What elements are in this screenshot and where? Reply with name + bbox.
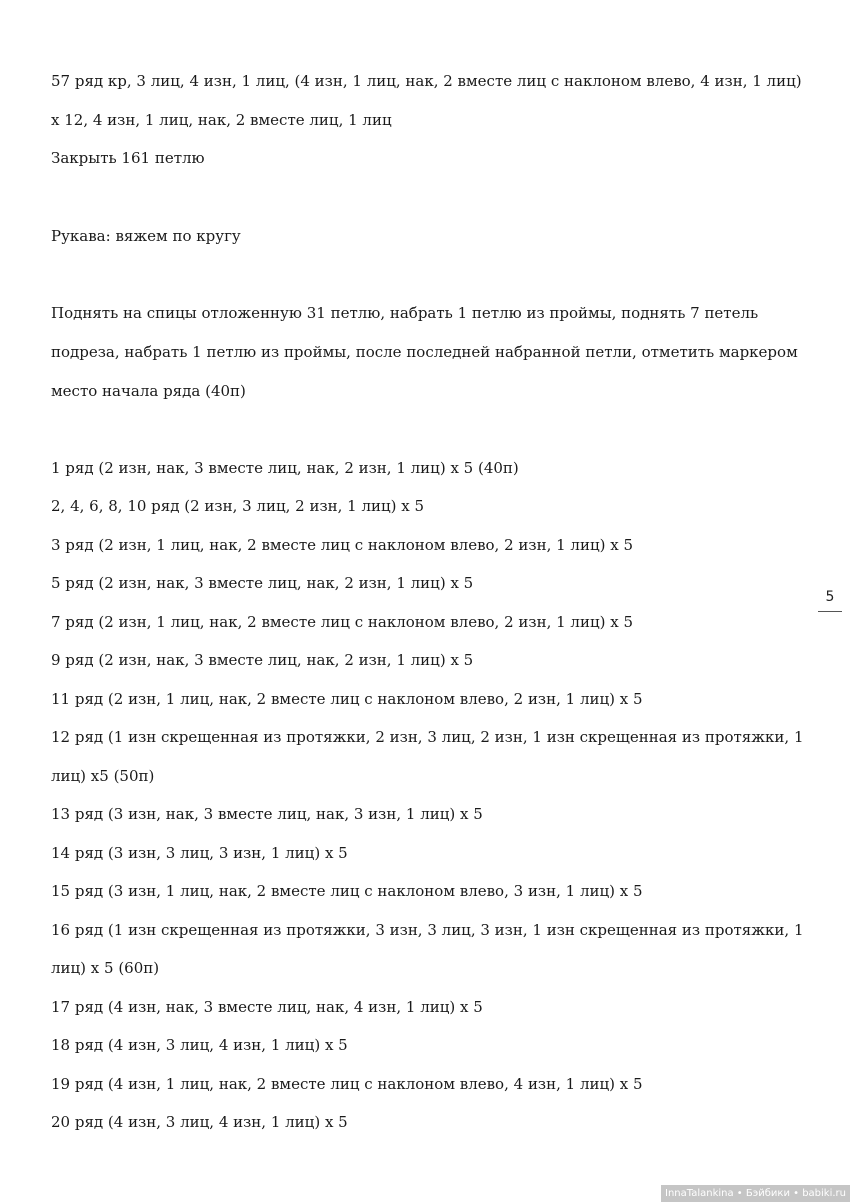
text-line: 19 ряд (4 изн, 1 лиц, нак, 2 вместе лиц с наклоном влево, 4 изн, 1 лиц) х 5: [51, 1075, 643, 1093]
text-line: 13 ряд (3 изн, нак, 3 вместе лиц, нак, 3 изн, 1 лиц) х 5: [51, 805, 483, 823]
text-line: 20 ряд (4 изн, 3 лиц, 4 изн, 1 лиц) х 5: [51, 1113, 348, 1131]
text-line: 16 ряд (1 изн скрещенная из протяжки, 3 изн, 3 лиц, 3 изн, 1 изн скрещенная из протяжки, 1: [51, 921, 804, 939]
text-line: 57 ряд кр, 3 лиц, 4 изн, 1 лиц, (4 изн, 1 лиц, нак, 2 вместе лиц с наклоном влево, 4 изн, 1 лиц): [51, 72, 802, 90]
text-line: 7 ряд (2 изн, 1 лиц, нак, 2 вместе лиц с наклоном влево, 2 изн, 1 лиц) х 5: [51, 613, 633, 631]
text-line: 5 ряд (2 изн, нак, 3 вместе лиц, нак, 2 изн, 1 лиц) х 5: [51, 574, 474, 592]
text-line: 2, 4, 6, 8, 10 ряд (2 изн, 3 лиц, 2 изн, 1 лиц) х 5: [51, 497, 425, 515]
text-line: Поднять на спицы отложенную 31 петлю, набрать 1 петлю из проймы, поднять 7 петель: [51, 304, 759, 322]
text-line: лиц) х5 (50п): [51, 767, 155, 785]
text-line: 1 ряд (2 изн, нак, 3 вместе лиц, нак, 2 изн, 1 лиц) х 5 (40п): [51, 459, 519, 477]
text-line: Закрыть 161 петлю: [51, 149, 205, 167]
text-line: 17 ряд (4 изн, нак, 3 вместе лиц, нак, 4 изн, 1 лиц) х 5: [51, 998, 483, 1016]
watermark: InnaTalankina • Бэйбики • babiki.ru: [661, 1185, 850, 1202]
text-line: место начала ряда (40п): [51, 382, 246, 400]
text-line: 18 ряд (4 изн, 3 лиц, 4 изн, 1 лиц) х 5: [51, 1036, 348, 1054]
text-line: 11 ряд (2 изн, 1 лиц, нак, 2 вместе лиц с наклоном влево, 2 изн, 1 лиц) х 5: [51, 690, 643, 708]
text-line: х 12, 4 изн, 1 лиц, нак, 2 вместе лиц, 1 лиц: [51, 111, 392, 129]
text-line: 3 ряд (2 изн, 1 лиц, нак, 2 вместе лиц с наклоном влево, 2 изн, 1 лиц) х 5: [51, 536, 633, 554]
text-line: 15 ряд (3 изн, 1 лиц, нак, 2 вместе лиц с наклоном влево, 3 изн, 1 лиц) х 5: [51, 882, 643, 900]
page-number: 5: [818, 589, 842, 612]
text-line: 9 ряд (2 изн, нак, 3 вместе лиц, нак, 2 изн, 1 лиц) х 5: [51, 651, 474, 669]
section-heading: Рукава: вяжем по кругу: [51, 227, 241, 245]
text-line: лиц) х 5 (60п): [51, 959, 160, 977]
text-line: 12 ряд (1 изн скрещенная из протяжки, 2 изн, 3 лиц, 2 изн, 1 изн скрещенная из протяжки, 1: [51, 728, 804, 746]
text-line: подреза, набрать 1 петлю из проймы, после последней набранной петли, отметить маркером: [51, 343, 798, 361]
text-line: 14 ряд (3 изн, 3 лиц, 3 изн, 1 лиц) х 5: [51, 844, 348, 862]
